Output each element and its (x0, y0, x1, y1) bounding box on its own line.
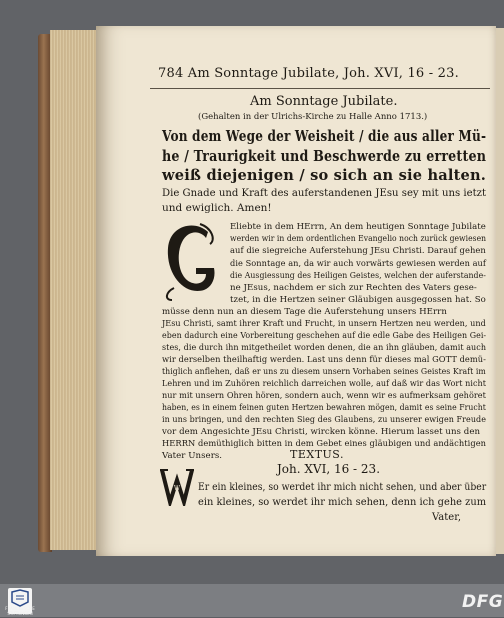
body-line: in uns bringen, und den rechten Sieg des Glaubens, zu unserer ewigen Freude (162, 415, 486, 425)
page-stack (50, 30, 98, 550)
body-line: tzet, in die Hertzen seiner Gläubigen ausgegossen hat. So (230, 295, 486, 306)
body-line: nur mit unsern Ohren hören, sondern auch, wenn wir es aufmerksam gehöret (162, 391, 486, 401)
dfg-logo[interactable]: DFG (462, 592, 504, 612)
body-line: müsse denn nun an diesem Tage die Auferstehung unsers HErrn (162, 307, 447, 317)
verse-line: Er ein kleines, so werdet ihr mich nicht sehen, und aber über (198, 482, 487, 493)
body-line: wir derselben theilhaftig werden. Last uns denn für dieses mal GOTT demü- (162, 355, 487, 365)
sermon-subtitle: (Gehalten in der Ulrichs-Kirche zu Halle Anno 1713.) (198, 112, 428, 122)
body-line: die Ausgiessung des Heiligen Geistes, welchen der auferstande- (230, 270, 486, 281)
heading-line: Von dem Wege der Weisheit / die aus aller Mü- (162, 127, 487, 145)
verse-initial-icon (160, 466, 194, 506)
body-line: Vater Unsers. (162, 451, 223, 461)
heading-line: he / Traurigkeit und Beschwerde zu erretten (162, 147, 487, 165)
body-line: stes, die durch ihn mitgetheilet worden denen, die an ihn gläuben, damit auch (162, 343, 487, 353)
body-line: thiglich anflehen, daß er uns zu diesem unsern Vorhaben seines Geistes Kraft im (162, 367, 486, 377)
body-line: vor dem Angesichte JEsu Christi, wircken könne. Hierum lasset uns den (162, 427, 481, 437)
viewer-footer-bar (0, 584, 504, 617)
heading-line: weiß diejenigen / so sich an sie halten. (162, 166, 487, 184)
body-line: Lehren und im Zuhören reichlich darreichen wolle, auf daß wir das Wort nicht (162, 379, 487, 389)
svg-text:G: G (184, 252, 196, 268)
verse-line: Vater, (432, 512, 462, 523)
intro-line: und ewiglich. Amen! (162, 202, 272, 214)
body-line: Eliebte in dem HErrn, An dem heutigen Sonntage Jubilate (230, 222, 486, 232)
verse-line: ein kleines, so werdet ihr mich sehen, denn ich gehe zum (198, 497, 487, 508)
intro-line: Die Gnade und Kraft des auferstandenen JEsu sey mit uns ietzt (162, 187, 487, 199)
textus-reference: Joh. XVI, 16 - 23. (277, 462, 381, 476)
library-caption: FRANCKESCHE STIFTUNGEN (5, 606, 35, 616)
body-line: ne JEsus, nachdem er sich zur Rechten des Vaters gese- (230, 283, 477, 293)
body-line: eben dadurch eine Vorbereitung geschehen auf die edle Gabe des Heiligen Gei- (162, 331, 487, 341)
body-line: haben, es in einem feinen guten Hertzen bewahren mögen, damit es seine Frucht (162, 403, 486, 413)
body-line: die Sonntage an, da wir auch vorwärts gewiesen werden auf (230, 258, 486, 269)
body-line: HERRN demüthiglich bitten in dem Gebet eines gläubigen und andächtigen (162, 439, 487, 449)
body-line: JEsu Christi, samt ihrer Kraft und Frucht, in unsern Hertzen neu werden, und (162, 319, 486, 329)
running-head-rule (150, 88, 490, 89)
svg-text:W: W (173, 485, 181, 492)
body-line: auf die siegreiche Auferstehung JEsu Christi. Darauf gehen (230, 246, 486, 257)
textus-label: TEXTUS. (290, 448, 344, 461)
body-line: werden wir in dem ordentlichen Evangelio noch zurück gewiesen (230, 234, 487, 245)
running-head: 784 Am Sonntage Jubilate, Joh. XVI, 16 - 23. (158, 66, 459, 81)
decorated-initial-icon (160, 218, 222, 302)
sermon-title: Am Sonntage Jubilate. (250, 94, 398, 109)
